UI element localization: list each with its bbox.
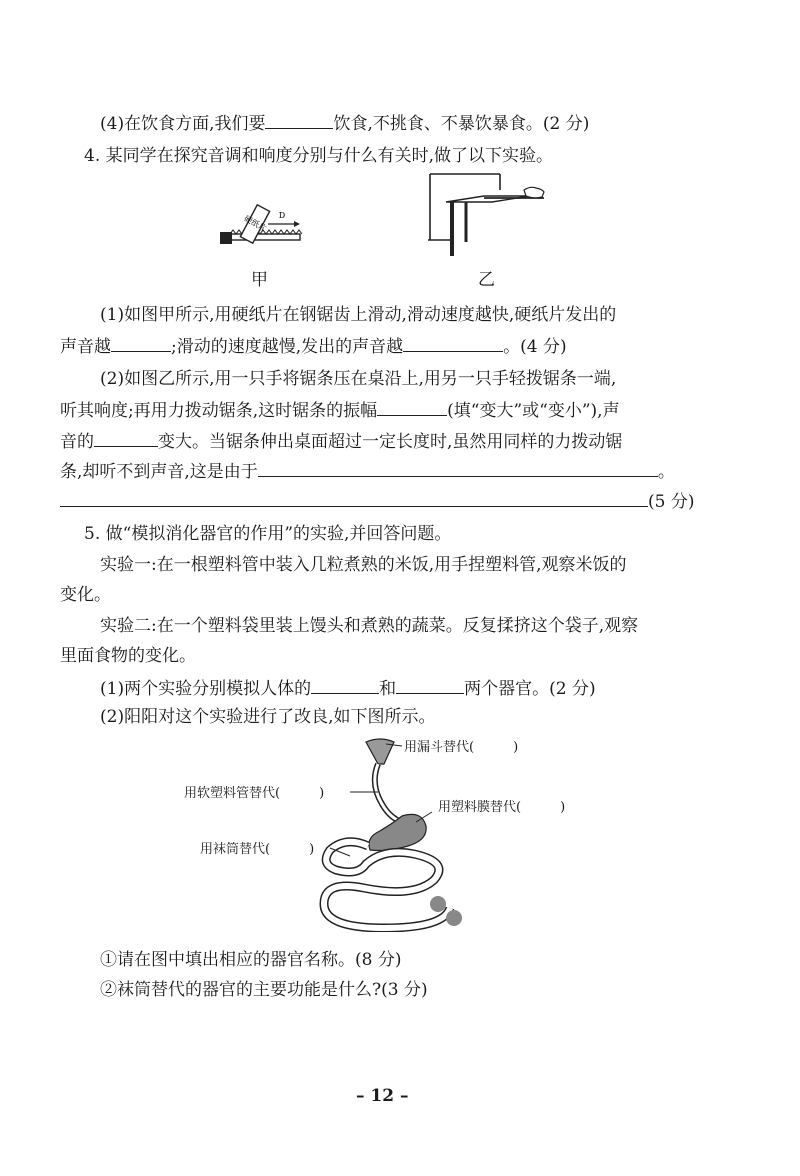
- answer-blank-pitch-slow[interactable]: [403, 333, 503, 352]
- q4-part2-line2: [60, 397, 620, 423]
- funnel-shape: [366, 739, 394, 764]
- q5-sub2: ②袜筒替代的器官的主要功能是什么?(3 分): [100, 980, 428, 1000]
- q5-exp2-line2: 里面食物的变化。: [60, 646, 196, 666]
- answer-blank-diet[interactable]: [265, 110, 333, 129]
- stomach-film: [369, 814, 426, 850]
- arrow-label: D: [278, 211, 286, 220]
- q3-part4: [100, 110, 589, 136]
- q5-exp1-line1: 实验一:在一根塑料管中装入几粒煮熟的米饭,用手捏塑料管,观察米饭的: [100, 555, 627, 575]
- q4-part1-text-a: 声音越: [60, 337, 111, 357]
- q4-intro: 4. 某同学在探究音调和响度分别与什么有关时,做了以下实验。: [84, 146, 554, 166]
- figure-jia: [216, 196, 306, 258]
- intestine-sock-inner: [324, 842, 450, 928]
- q3-part4-text-b: 饮食,不挑食、不暴饮暴食。(2 分): [333, 114, 590, 134]
- q4-part2-text-e: 条,却听不到声音,这是由于: [60, 462, 258, 482]
- q4-part2-line1: (2)如图乙所示,用一只手将锯条压在桌沿上,用另一只手轻拨锯条一端,: [100, 369, 617, 389]
- q5-sub1: ①请在图中填出相应的器官名称。(8 分): [100, 950, 402, 970]
- q3-part4-text-a: (4)在饮食方面,我们要: [100, 114, 266, 134]
- answer-blank-pitch-fast[interactable]: [111, 333, 171, 352]
- table-top: [446, 196, 530, 202]
- hand-icon: [524, 187, 544, 197]
- q5-part1-text-c: 两个器官。(2 分): [464, 679, 596, 699]
- fig-jia-label: 甲: [251, 270, 268, 290]
- q5-exp2-line1: 实验二:在一个塑料袋里装上馒头和煮熟的蔬菜。反复揉挤这个袋子,观察: [100, 616, 639, 636]
- label-tube: 用软塑料管替代( ): [184, 786, 325, 801]
- q5-intro: 5. 做“模拟消化器官的作用”的实验,并回答问题。: [84, 524, 452, 544]
- answer-blank-reason-cont[interactable]: [60, 488, 648, 507]
- q4-part2-text-f: 。: [657, 462, 675, 482]
- answer-blank-amplitude[interactable]: [377, 397, 447, 416]
- answer-blank-loudness[interactable]: [94, 428, 158, 447]
- arrow-head: [294, 221, 300, 227]
- figure-yi: [426, 168, 550, 260]
- label-film: 用塑料膜替代( ): [438, 800, 566, 815]
- answer-blank-organ-1[interactable]: [311, 675, 379, 694]
- label-funnel: 用漏斗替代( ): [404, 740, 519, 755]
- answer-blank-organ-2[interactable]: [396, 675, 464, 694]
- saw-handle: [220, 232, 232, 244]
- q5-part1-text-a: (1)两个实验分别模拟人体的: [100, 679, 312, 699]
- q4-part1-line2: [60, 333, 567, 359]
- digestive-model-figure: [170, 732, 610, 932]
- q4-part2-line3: [60, 428, 622, 454]
- q5-part2: (2)阳阳对这个实验进行了改良,如下图所示。: [100, 707, 436, 727]
- q4-part1-text-c: 。(4 分): [503, 337, 567, 357]
- label-sock: 用袜筒替代( ): [200, 842, 315, 857]
- q4-part2-text-b: (填“变大”或“变小”),声: [447, 401, 620, 421]
- q5-exp1-line2: 变化。: [60, 585, 111, 605]
- q4-part1-text-b: ;滑动的速度越慢,发出的声音越: [171, 337, 404, 357]
- fig-yi-label: 乙: [478, 270, 495, 290]
- q5-part1-text-b: 和: [379, 679, 397, 699]
- food-ball-1: [430, 896, 446, 912]
- q4-part2-text-a: 听其响度;再用力拨动锯条,这时锯条的振幅: [60, 401, 378, 421]
- q4-part2-score: (5 分): [648, 492, 695, 512]
- q4-part2-line5: [60, 488, 694, 514]
- q4-part2-text-d: 变大。当锯条伸出桌面超过一定长度时,虽然用同样的力拨动锯: [158, 432, 623, 452]
- q4-part1-line1: (1)如图甲所示,用硬纸片在钢锯齿上滑动,滑动速度越快,硬纸片发出的: [100, 305, 617, 325]
- q5-part1: [100, 675, 596, 701]
- food-ball-2: [446, 910, 462, 926]
- q4-part2-text-c: 音的: [60, 432, 94, 452]
- answer-blank-reason[interactable]: [258, 458, 658, 477]
- q4-part2-line4: [60, 458, 675, 484]
- card-text: 硬纸片: [242, 213, 268, 234]
- page-number: – 12 –: [356, 1086, 409, 1106]
